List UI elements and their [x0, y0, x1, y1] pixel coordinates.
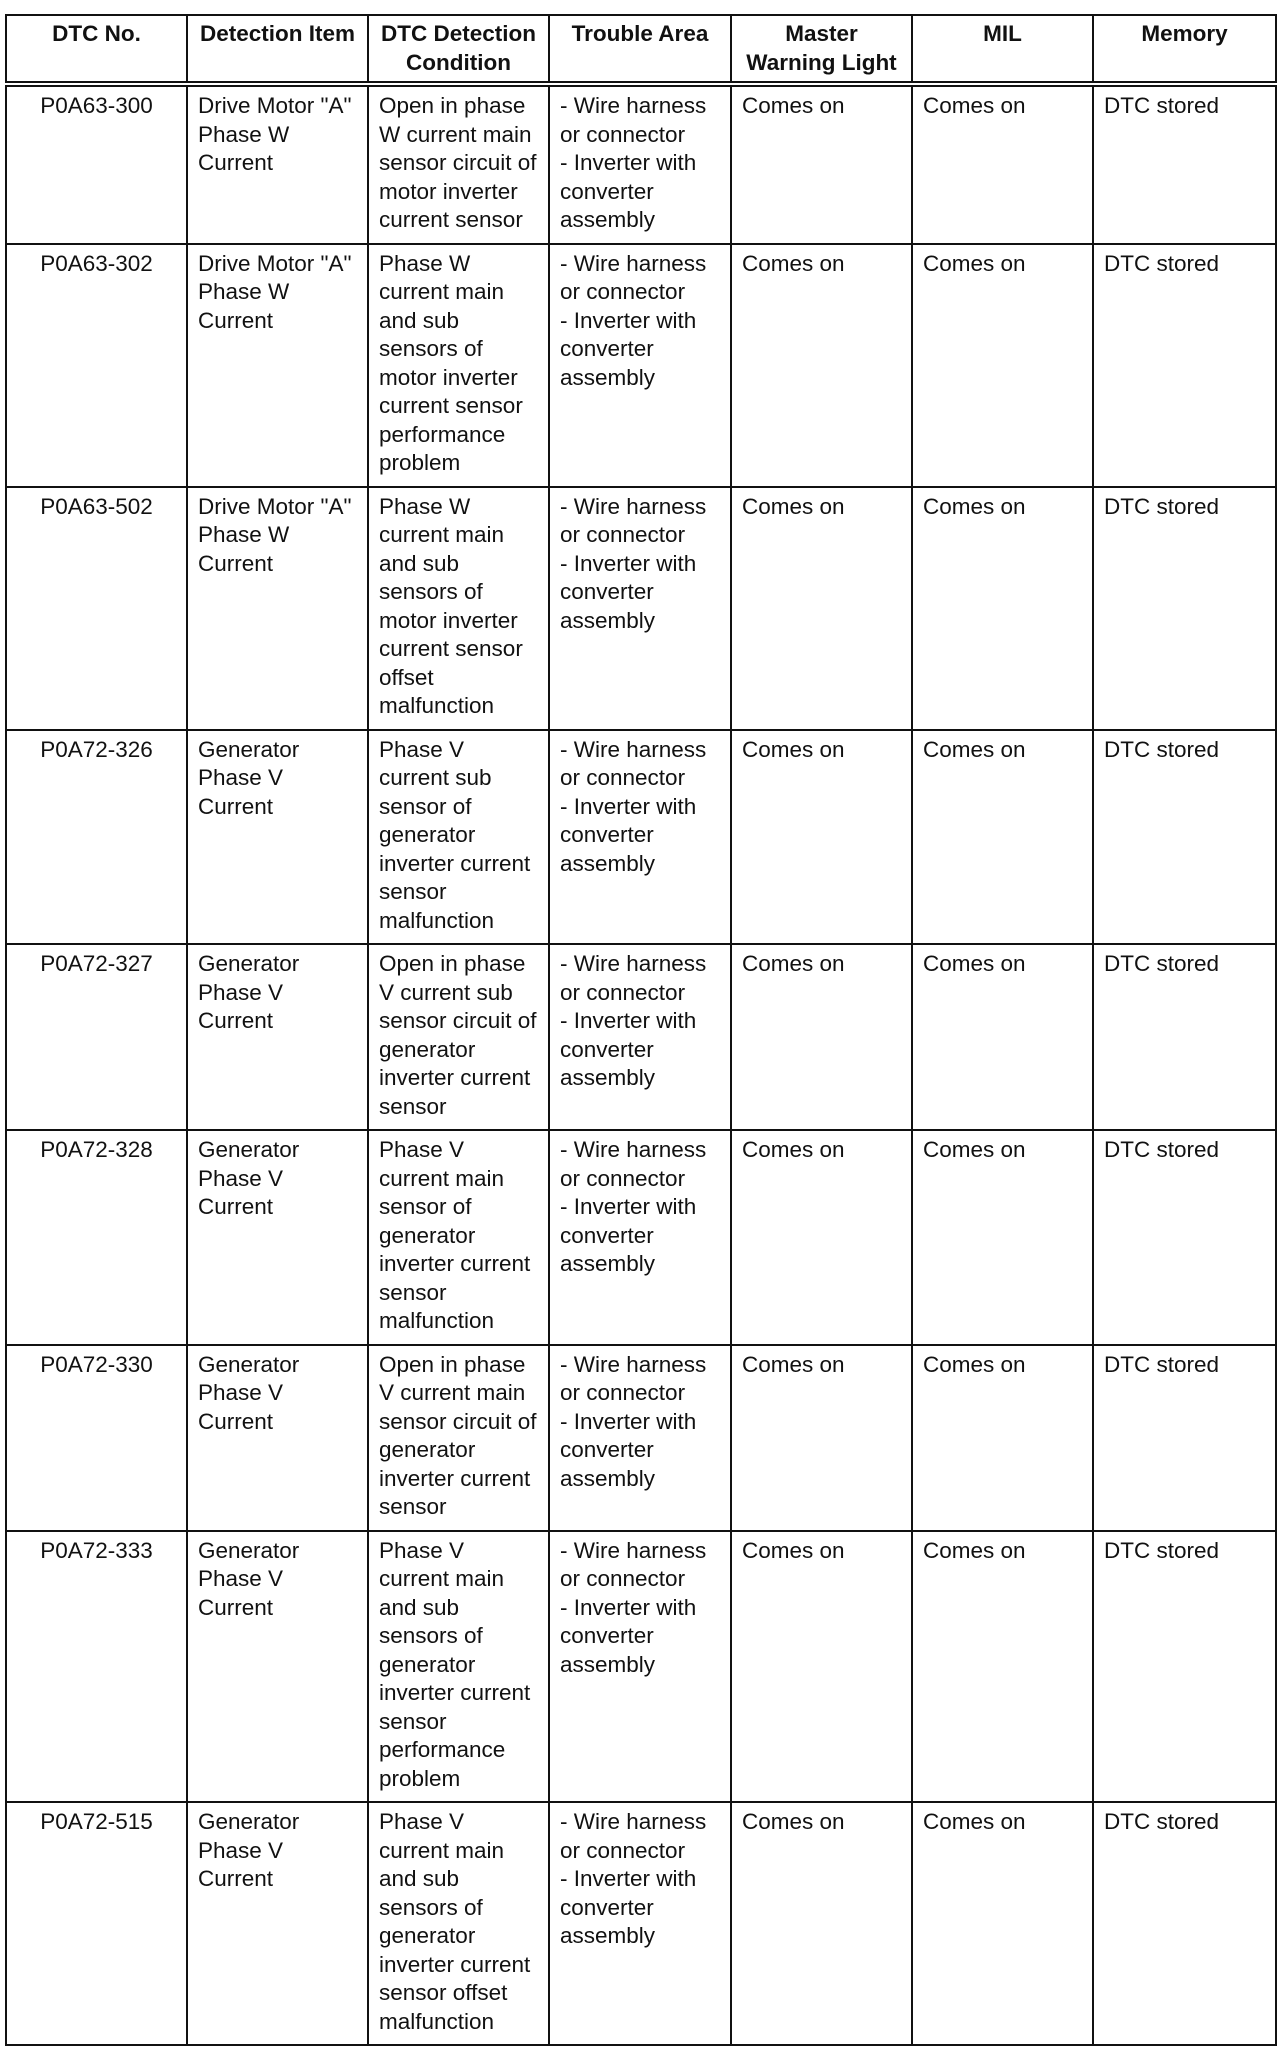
- header-master-warning-light: Master Warning Light: [731, 15, 912, 84]
- cell-mil: Comes on: [912, 944, 1093, 1130]
- cell-detection-condition: Phase V current sub sensor of generator inverter current sensor malfunction: [368, 730, 549, 945]
- cell-mil: Comes on: [912, 84, 1093, 244]
- cell-detection-condition: Phase V current main and sub sensors of generator inverter current sensor offset malfunction: [368, 1802, 549, 2045]
- cell-memory: DTC stored: [1093, 487, 1276, 730]
- cell-detection-condition: Open in phase V current main sensor circuit of generator inverter current sensor: [368, 1345, 549, 1531]
- cell-detection-condition: Open in phase W current main sensor circuit of motor inverter current sensor: [368, 84, 549, 244]
- table-row: [6, 944, 1276, 1130]
- header-mil: MIL: [912, 15, 1093, 84]
- cell-mil: Comes on: [912, 487, 1093, 730]
- header-trouble-area: Trouble Area: [549, 15, 731, 84]
- table-row: [6, 1345, 1276, 1531]
- cell-trouble-area: - Wire harness or connector - Inverter with converter assembly: [549, 1130, 731, 1345]
- table-row: [6, 487, 1276, 730]
- cell-detection-item: Drive Motor "A" Phase W Current: [187, 487, 368, 730]
- cell-detection-item: Generator Phase V Current: [187, 1802, 368, 2045]
- header-memory: Memory: [1093, 15, 1276, 84]
- cell-dtc-no: P0A72-327: [6, 944, 187, 1130]
- cell-detection-condition: Open in phase V current sub sensor circuit of generator inverter current sensor: [368, 944, 549, 1130]
- cell-detection-item: Drive Motor "A" Phase W Current: [187, 84, 368, 244]
- cell-dtc-no: P0A63-302: [6, 244, 187, 487]
- cell-memory: DTC stored: [1093, 730, 1276, 945]
- cell-detection-condition: Phase V current main and sub sensors of generator inverter current sensor performance problem: [368, 1531, 549, 1803]
- cell-master-warning-light: Comes on: [731, 1345, 912, 1531]
- cell-mil: Comes on: [912, 244, 1093, 487]
- cell-master-warning-light: Comes on: [731, 730, 912, 945]
- cell-detection-item: Generator Phase V Current: [187, 944, 368, 1130]
- cell-dtc-no: P0A72-328: [6, 1130, 187, 1345]
- cell-memory: DTC stored: [1093, 1802, 1276, 2045]
- dtc-table-sheet: [5, 14, 1275, 2046]
- cell-trouble-area: - Wire harness or connector - Inverter with converter assembly: [549, 944, 731, 1130]
- cell-trouble-area: - Wire harness or connector - Inverter with converter assembly: [549, 1802, 731, 2045]
- cell-dtc-no: P0A72-330: [6, 1345, 187, 1531]
- cell-detection-item: Generator Phase V Current: [187, 1345, 368, 1531]
- header-row: [6, 15, 1276, 84]
- cell-master-warning-light: Comes on: [731, 1531, 912, 1803]
- cell-master-warning-light: Comes on: [731, 244, 912, 487]
- cell-mil: Comes on: [912, 1802, 1093, 2045]
- table-body: [6, 84, 1276, 2045]
- table-row: [6, 1802, 1276, 2045]
- cell-memory: DTC stored: [1093, 944, 1276, 1130]
- table-row: [6, 1130, 1276, 1345]
- cell-mil: Comes on: [912, 1345, 1093, 1531]
- table-header: [6, 15, 1276, 84]
- cell-dtc-no: P0A72-333: [6, 1531, 187, 1803]
- cell-trouble-area: - Wire harness or connector - Inverter with converter assembly: [549, 487, 731, 730]
- cell-master-warning-light: Comes on: [731, 84, 912, 244]
- cell-mil: Comes on: [912, 1531, 1093, 1803]
- cell-trouble-area: - Wire harness or connector - Inverter with converter assembly: [549, 1345, 731, 1531]
- cell-dtc-no: P0A63-502: [6, 487, 187, 730]
- cell-detection-item: Generator Phase V Current: [187, 1130, 368, 1345]
- table-row: [6, 84, 1276, 244]
- cell-trouble-area: - Wire harness or connector - Inverter with converter assembly: [549, 244, 731, 487]
- cell-memory: DTC stored: [1093, 84, 1276, 244]
- cell-detection-condition: Phase W current main and sub sensors of motor inverter current sensor offset malfunction: [368, 487, 549, 730]
- cell-trouble-area: - Wire harness or connector - Inverter with converter assembly: [549, 730, 731, 945]
- header-dtc-no: DTC No.: [6, 15, 187, 84]
- cell-detection-condition: Phase W current main and sub sensors of motor inverter current sensor performance problem: [368, 244, 549, 487]
- cell-detection-condition: Phase V current main sensor of generator inverter current sensor malfunction: [368, 1130, 549, 1345]
- cell-detection-item: Drive Motor "A" Phase W Current: [187, 244, 368, 487]
- cell-detection-item: Generator Phase V Current: [187, 1531, 368, 1803]
- cell-detection-item: Generator Phase V Current: [187, 730, 368, 945]
- cell-dtc-no: P0A72-515: [6, 1802, 187, 2045]
- table-row: [6, 730, 1276, 945]
- cell-dtc-no: P0A72-326: [6, 730, 187, 945]
- cell-master-warning-light: Comes on: [731, 1130, 912, 1345]
- cell-memory: DTC stored: [1093, 244, 1276, 487]
- cell-dtc-no: P0A63-300: [6, 84, 187, 244]
- cell-master-warning-light: Comes on: [731, 487, 912, 730]
- cell-trouble-area: - Wire harness or connector - Inverter with converter assembly: [549, 84, 731, 244]
- dtc-table: [5, 14, 1277, 2046]
- cell-mil: Comes on: [912, 1130, 1093, 1345]
- cell-master-warning-light: Comes on: [731, 1802, 912, 2045]
- cell-trouble-area: - Wire harness or connector - Inverter with converter assembly: [549, 1531, 731, 1803]
- cell-memory: DTC stored: [1093, 1531, 1276, 1803]
- cell-mil: Comes on: [912, 730, 1093, 945]
- table-row: [6, 244, 1276, 487]
- table-row: [6, 1531, 1276, 1803]
- cell-master-warning-light: Comes on: [731, 944, 912, 1130]
- cell-memory: DTC stored: [1093, 1345, 1276, 1531]
- cell-memory: DTC stored: [1093, 1130, 1276, 1345]
- header-detection-item: Detection Item: [187, 15, 368, 84]
- header-detection-condition: DTC Detection Condition: [368, 15, 549, 84]
